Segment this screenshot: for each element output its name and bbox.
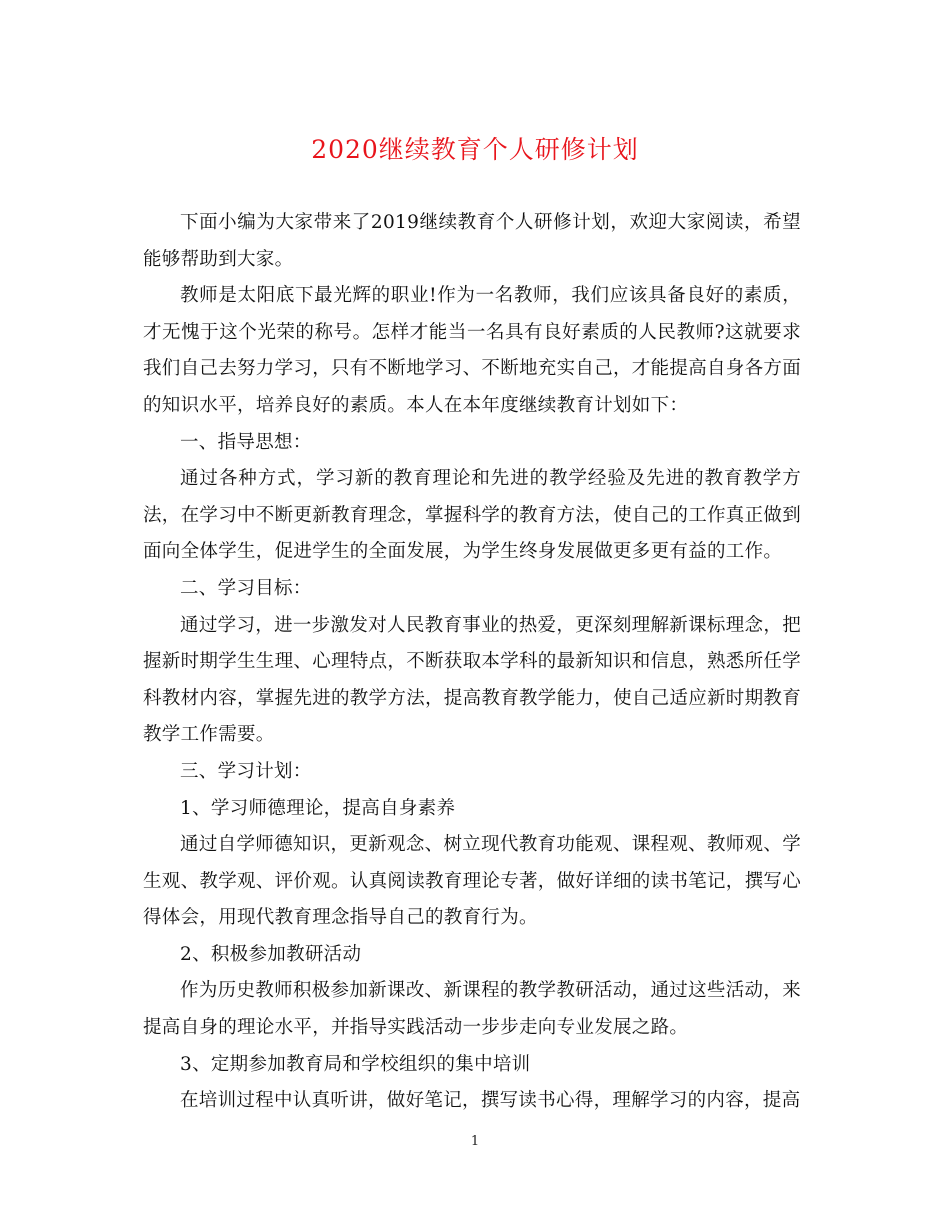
paragraph-centralized-training: 在培训过程中认真听讲，做好笔记，撰写读书心得，理解学习的内容，提高 [180,1090,801,1112]
heading-guiding-ideology: 一、指导思想： [180,431,312,453]
subheading-centralized-training: 3、定期参加教育局和学校组织的集中培训 [180,1053,531,1075]
document-title: 2020继续教育个人研修计划 [311,135,639,164]
heading-learning-plan: 三、学习计划： [180,760,312,782]
subheading-ethics-theory: 1、学习师德理论，提高自身素养 [180,797,456,819]
heading-learning-goals: 二、学习目标： [180,577,312,599]
paragraph-learning-goals: 通过学习，进一步激发对人民教育事业的热爱，更深刻理解新课标理念，把握新时期学生生理、心理特点，不断获取本学科的最新知识和信息，熟悉所任学科教材内容，掌握先进的教学方法，提高教育教学能力，使自己适应新时期教育教学工作需要。 [143,614,802,746]
paragraph-research-activities: 作为历史教师积极参加新课改、新课程的教学教研活动，通过这些活动，来提高自身的理论水平，并指导实践活动一步步走向专业发展之路。 [143,980,801,1039]
subheading-research-activities: 2、积极参加教研活动 [180,943,362,965]
page-number: 1 [470,1134,480,1149]
paragraph-teacher-profession: 教师是太阳底下最光辉的职业!作为一名教师，我们应该具备良好的素质，才无愧于这个光荣的称号。怎样才能当一名具有良好素质的人民教师?这就要求我们自己去努力学习，只有不断地学习、不断地充实自己，才能提高自身各方面的知识水平，培养良好的素质。本人在本年度继续教育计划如下： [143,285,802,416]
paragraph-guiding-ideology: 通过各种方式，学习新的教育理论和先进的教学经验及先进的教育教学方法，在学习中不断更新教育理念，掌握科学的教育方法，使自己的工作真正做到面向全体学生，促进学生的全面发展，为学生终身发展做更多更有益的工作。 [143,468,802,563]
document-body [143,205,801,1120]
paragraph-intro: 下面小编为大家带来了2019继续教育个人研修计划，欢迎大家阅读，希望能够帮助到大家。 [143,212,801,270]
paragraph-ethics-theory: 通过自学师德知识，更新观念、树立现代教育功能观、课程观、教师观、学生观、教学观、评价观。认真阅读教育理论专著，做好详细的读书笔记，撰写心得体会，用现代教育理念指导自己的教育行为。 [143,834,802,929]
